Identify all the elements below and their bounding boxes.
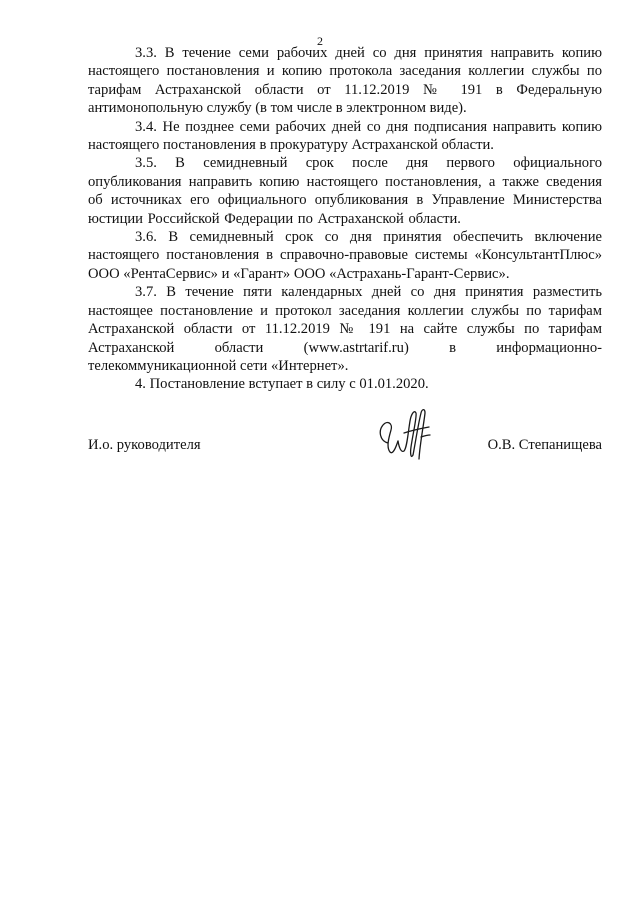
paragraph-3-7: 3.7. В течение пяти календарных дней со дня принятия разместить настоящее постановление и протокол заседания коллегии службы по тарифам Астраханской области от 11.12.2019 № 191 на сайте службы по тарифам Астраханской области (www.astrtarif.ru) в информационно-телекоммуникационной сети «Интернет».	[88, 284, 602, 374]
handwritten-signature	[374, 403, 434, 465]
paragraph-3-4: 3.4. Не позднее семи рабочих дней со дня подписания направить копию настоящего постановления в прокуратуру Астраханской области.	[88, 118, 602, 154]
signature-block	[88, 403, 602, 465]
signatory-name: О.В. Степанищева	[487, 437, 602, 453]
document-body	[88, 44, 602, 394]
paragraph-4: 4. Постановление вступает в силу с 01.01.2020.	[135, 376, 429, 393]
paragraph-3-3: 3.3. В течение семи рабочих дней со дня принятия направить копию настоящего постановления и копию протокола заседания коллегии службы по тарифам Астраханской области от 11.12.2019 № 191 в Федеральную антимонопольную службу (в том числе в электронном виде).	[88, 45, 602, 117]
paragraph-3-6: 3.6. В семидневный срок со дня принятия обеспечить включение настоящего постановления в справочно-правовые системы «КонсультантПлюс» ООО «РентаСервис» и «Гарант» ООО «Астрахань-Гарант-Сервис».	[88, 229, 602, 282]
signatory-position: И.о. руководителя	[88, 437, 201, 453]
paragraph-3-5: 3.5. В семидневный срок после дня первого официального опубликования направить копию настоящего постановления, а также сведения об источниках его официального опубликования в Управление Министерства юстиции Российской Федерации по Астраханской области.	[88, 155, 602, 227]
page-number: 2	[317, 34, 323, 48]
